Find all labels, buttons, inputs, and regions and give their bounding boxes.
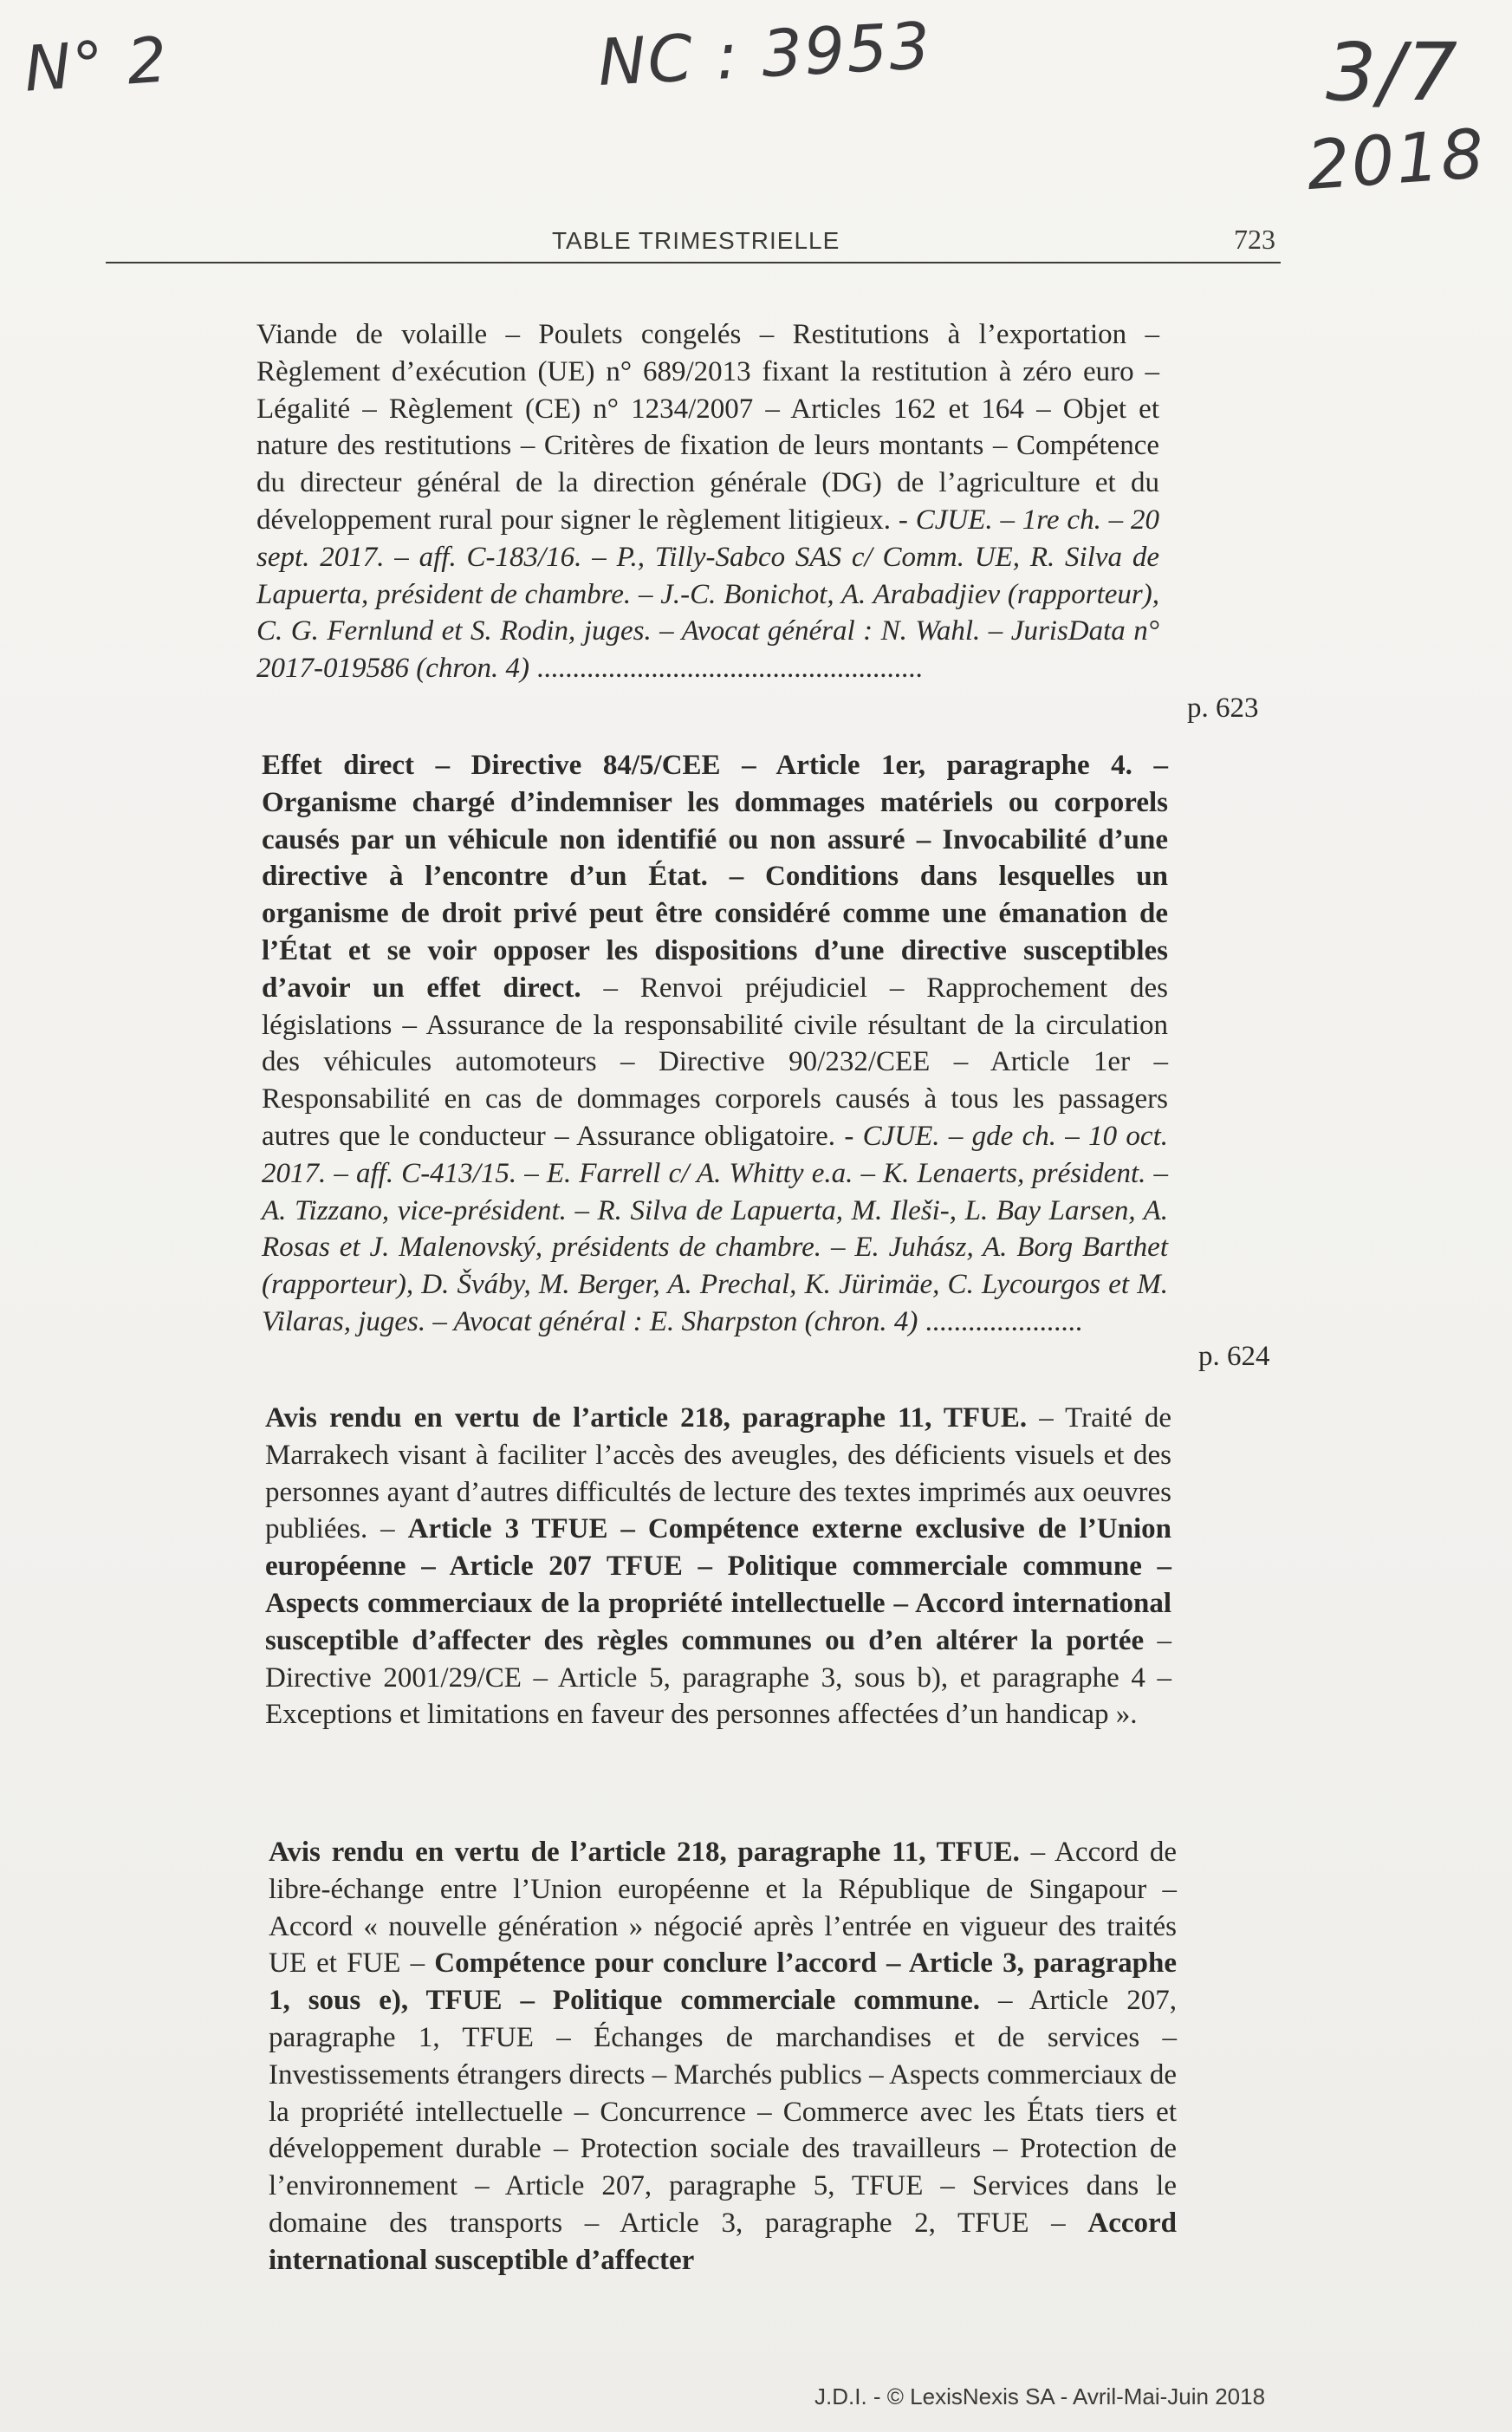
entry-citation: CJUE. – 1re ch. – 20 sept. 2017. – aff. C-183/16. – P., Tilly-Sabco SAS c/ Comm. UE, R. Silva de Lapuerta, président de chambre. – J.-C. Bonichot, A. Arabadjiev (rapporteur), C. G. Fernlund et S. Rodin, juges. – Avocat général : N. Wahl. – JurisData n° 2017-019586 (chron. 4) — [256, 504, 1159, 685]
entry-text: – Article 207, paragraphe 1, TFUE – Échanges de marchandises et de services – Investissements étrangers directs – Marchés publics – Aspects commerciaux de la propriété intellectuelle – Concurrence – Commerce avec les États tiers et développement durable – Protection sociale des travailleurs – Protection de l’environnement – Article 207, paragraphe 5, TFUE – Services dans le domaine des transports – Article 3, paragraphe 2, TFUE – — [269, 1985, 1177, 2239]
index-entry — [269, 1834, 1177, 2279]
entry-bold-text: Article 3 TFUE – Compétence externe exclusive de l’Union européenne – Article 207 TFUE – Politique commerciale commune – Aspects commerciaux de la propriété intellectuelle – Accord international susceptible d’affecter des règles communes ou d’en altérer la portée — [265, 1513, 1171, 1656]
index-entry — [265, 1400, 1171, 1733]
page-reference: p. 623 — [1187, 693, 1259, 724]
entry-text: – Directive 2001/29/CE – Article 5, paragraphe 3, sous b), et paragraphe 4 – Exceptions et limitations en faveur des personnes affectées d’un handicap ». — [265, 1624, 1171, 1731]
entry-text: – Accord de libre-échange entre l’Union européenne et la République de Singapour – Accord « nouvelle génération » négocié après l’entrée en vigueur des traités UE et FUE – — [269, 1837, 1177, 1980]
entry-text: – Renvoi préjudiciel – Rapprochement des législations – Assurance de la responsabilité civile résultant de la circulation des véhicules automoteurs – Directive 90/232/CEE – Article 1er – Responsabilité en cas de dommages corporels causés à tous les passagers autres que le conducteur – Assurance obligatoire. - — [262, 972, 1168, 1152]
handwritten-note-top-middle: NC : 3953 — [596, 8, 934, 101]
running-title: TABLE TRIMESTRIELLE — [552, 227, 840, 254]
entry-bold-heading: Avis rendu en vertu de l’article 218, paragraphe 11, TFUE. — [265, 1402, 1028, 1434]
dot-leader: ...................... — [918, 1305, 1083, 1337]
page-number: 723 — [1234, 224, 1275, 255]
index-entry — [262, 747, 1168, 1341]
handwritten-note-top-right-2: 2018 — [1304, 114, 1489, 206]
handwritten-note-top-right-1: 3/7 — [1326, 26, 1460, 119]
entry-bold-heading: Effet direct – Directive 84/5/CEE – Article 1er, paragraphe 4. – Organisme chargé d’indemniser les dommages matériels ou corporels causés par un véhicule non identifié ou non assuré – Invocabilité d’une directive à l’encontre d’un État. – Conditions dans lesquelles un organisme de droit privé peut être considéré comme une émanation de l’État et se voir opposer les dispositions d’une directive susceptibles d’avoir un effet direct. — [262, 750, 1168, 1004]
entry-text: – Traité de Marrakech visant à faciliter l’accès des aveugles, des déficients visuels et des personnes ayant d’autres difficultés de lecture des textes imprimés aux oeuvres publiées. – — [265, 1402, 1172, 1545]
dot-leader: ...................................................... — [529, 653, 923, 685]
index-entry — [256, 316, 1159, 687]
entry-text: Viande de volaille – Poulets congelés – Restitutions à l’exportation – Règlement d’exécution (UE) n° 689/2013 fixant la restitution à zéro euro – Légalité – Règlement (CE) n° 1234/2007 – Articles 162 et 164 – Objet et nature des restitutions – Critères de fixation de leurs montants – Compétence du directeur général de la direction générale (DG) de l’agriculture et du développement rural pour signer le règlement litigieux. - — [256, 319, 1159, 536]
running-header — [106, 224, 1281, 263]
page-reference: p. 624 — [1198, 1341, 1270, 1372]
entry-citation: CJUE. – gde ch. – 10 oct. 2017. – aff. C-413/15. – E. Farrell c/ A. Whitty e.a. – K. Lenaerts, président. – A. Tizzano, vice-président. – R. Silva de Lapuerta, M. Ileši-, L. Bay Larsen, A. Rosas et J. Malenovský, présidents de chambre. – E. Juhász, A. Borg Barthet (rapporteur), D. Šváby, M. Berger, A. Prechal, K. Jürimäe, C. Lycourgos et M. Vilaras, juges. – Avocat général : E. Sharpston (chron. 4) — [262, 1120, 1168, 1337]
entry-bold-heading: Avis rendu en vertu de l’article 218, paragraphe 11, TFUE. — [269, 1837, 1020, 1868]
handwritten-note-top-left: N° 2 — [22, 23, 172, 106]
page-footer: J.D.I. - © LexisNexis SA - Avril-Mai-Juin 2018 — [814, 2383, 1266, 2409]
entry-bold-text: Compétence pour conclure l’accord – Article 3, paragraphe 1, sous e), TFUE – Politique commerciale commune. — [269, 1948, 1177, 2017]
entry-bold-text: Accord international susceptible d’affecter — [269, 2207, 1177, 2276]
